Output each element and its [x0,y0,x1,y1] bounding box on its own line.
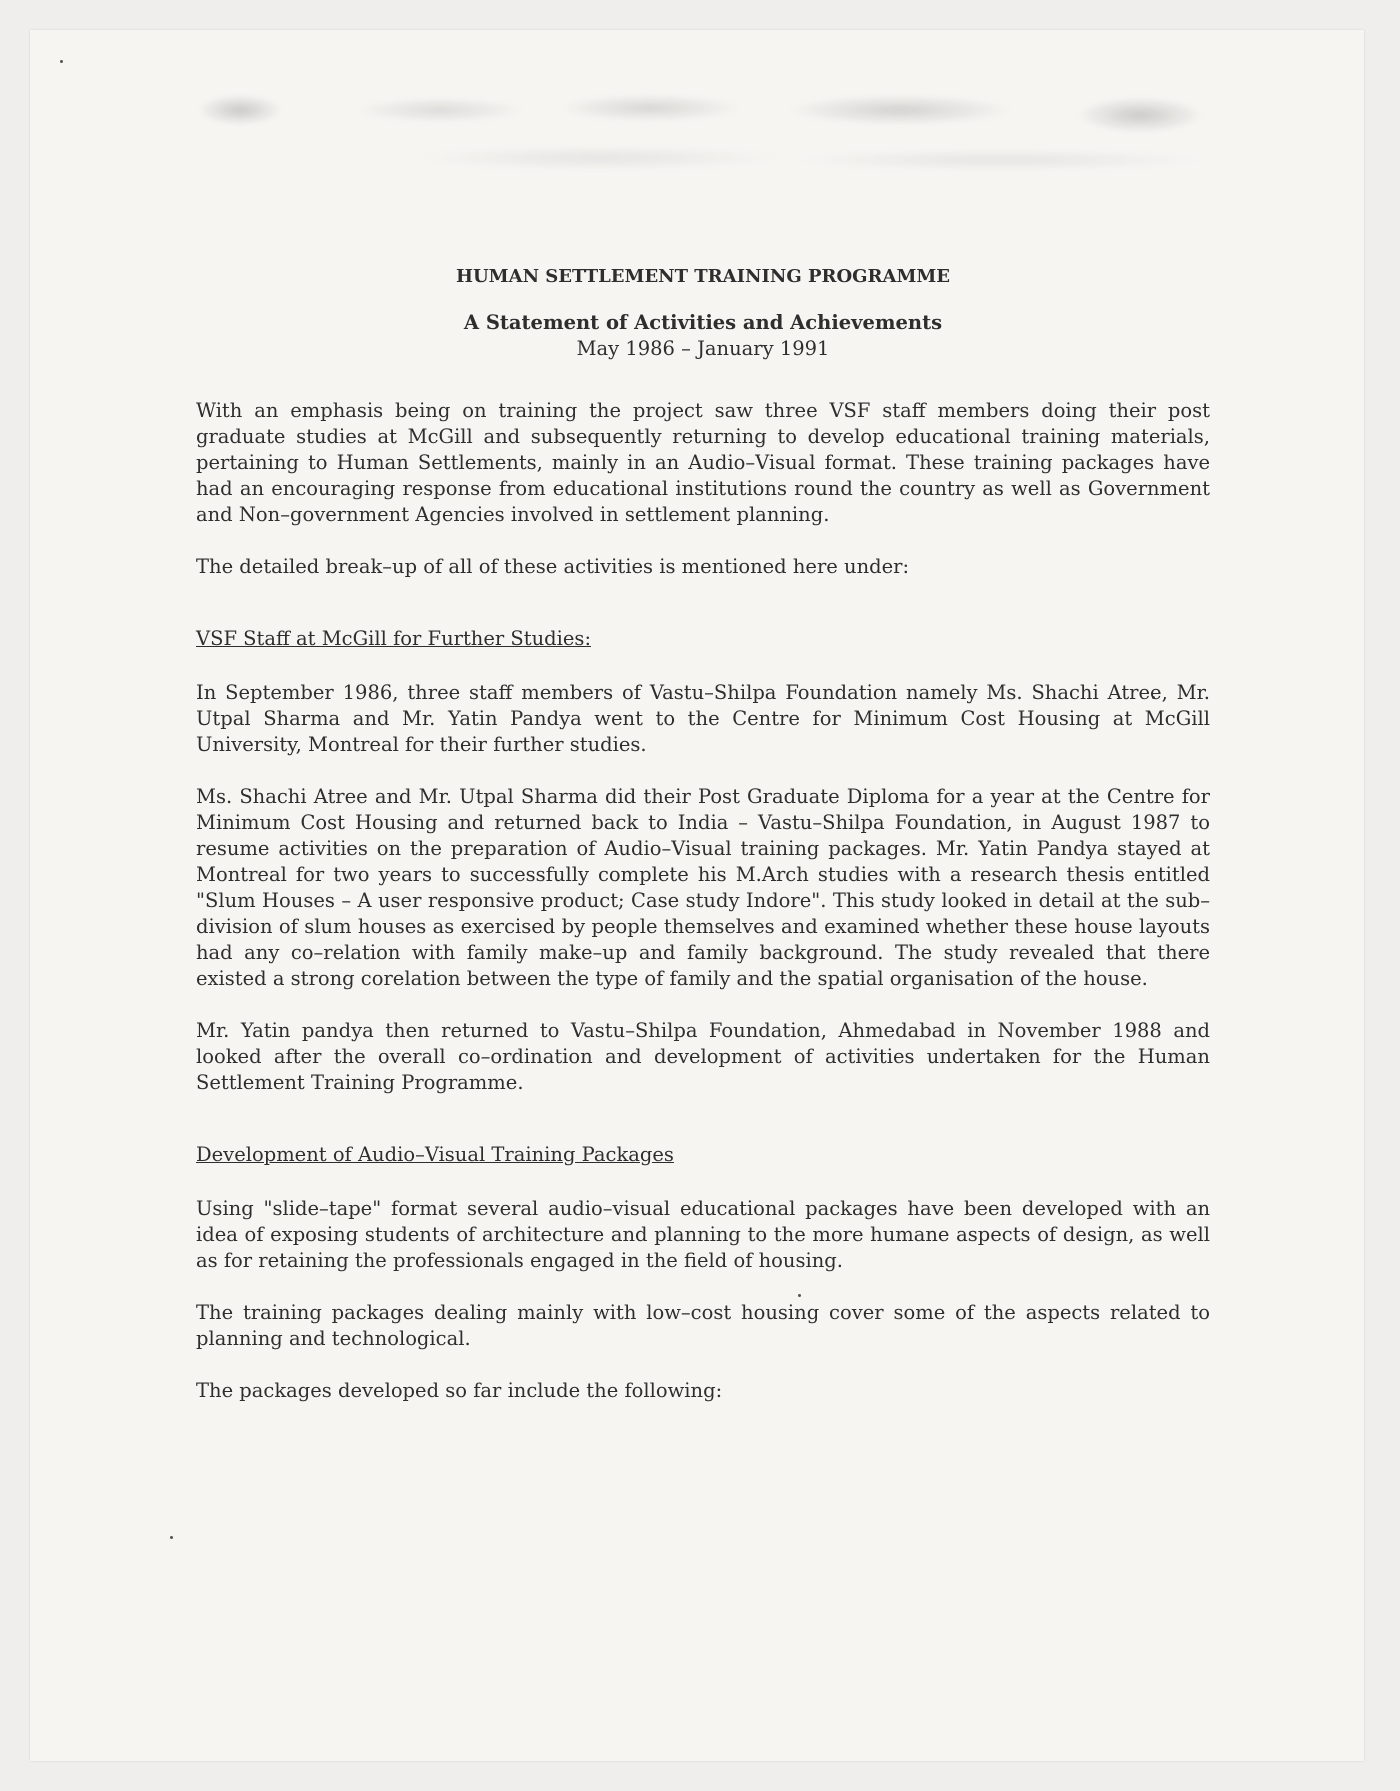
section-title-vsf-staff: VSF Staff at McGill for Further Studies: [196,627,592,650]
section-paragraph: Mr. Yatin pandya then returned to Vastu–Shilpa Foundation, Ahmedabad in November 1988 and looked after the overall co–ordination and development of activities undertaken for the Human Settlement Training Programme. [196,1019,1210,1094]
intro-paragraph: With an emphasis being on training the project saw three VSF staff members doing their post graduate studies at McGill and subsequently returning to develop educational training materials, pertaining to Human Settlements, mainly in an Audio–Visual format. These training packages have had an encouraging response from educational institutions round the country as well as Government and Non–government Agencies involved in settlement planning. [196,399,1210,526]
section-paragraph: In September 1986, three staff members of Vastu–Shilpa Foundation namely Ms. Shachi Atree, Mr. Utpal Sharma and Mr. Yatin Pandya went to the Centre for Minimum Cost Housing at McGill University, Montreal for their further studies. [196,681,1210,756]
document-subtitle: A Statement of Activities and Achievements [463,311,943,334]
section-paragraph: Ms. Shachi Atree and Mr. Utpal Sharma did their Post Graduate Diploma for a year at the Centre for Minimum Cost Housing and returned back to India – Vastu–Shilpa Foundation, in August 1987 to resume activities on the preparation of Audio–Visual training packages. Mr. Yatin Pandya stayed at Montreal for two years to successfully complete his M.Arch studies with a research thesis entitled "Slum Houses – A user responsive product; Case study Indore". This study looked in detail at the sub–division of slum houses as exercised by people themselves and examined whether these house layouts had any co–relation with family make–up and family background. The study revealed that there existed a strong corelation between the type of family and the spatial organisation of the house. [196,785,1210,990]
speck [60,60,63,63]
section-paragraph: The training packages dealing mainly with low–cost housing cover some of the aspects related to planning and technological. [196,1301,1210,1350]
document-content [196,264,1210,1430]
speck [170,1536,173,1539]
section-paragraph: Using "slide–tape" format several audio–visual educational packages have been developed with an idea of exposing students of architecture and planning to the more humane aspects of design, as well as for retaining the professionals engaged in the field of housing. [196,1197,1210,1272]
section-title-audio-visual: Development of Audio–Visual Training Packages [196,1143,674,1166]
header-smudge [180,80,1260,190]
section-paragraph: The packages developed so far include the following: [196,1379,723,1402]
breakup-paragraph: The detailed break–up of all of these activities is mentioned here under: [196,555,910,578]
document-title: HUMAN SETTLEMENT TRAINING PROGRAMME [455,266,951,287]
document-period: May 1986 – January 1991 [576,337,830,360]
